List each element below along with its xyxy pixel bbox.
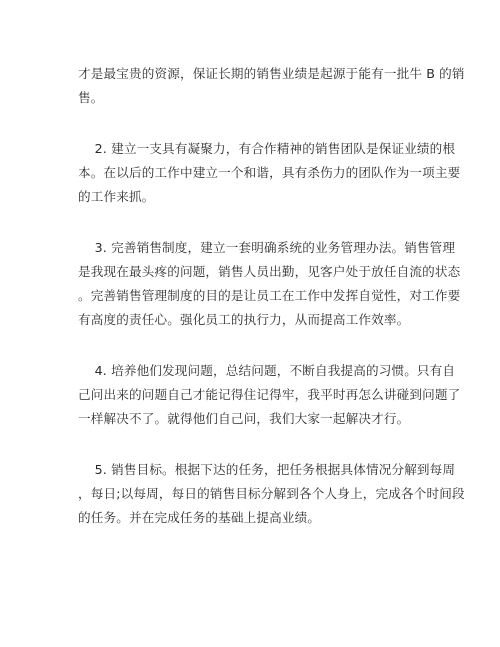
text-line: 有高度的责任心。强化员工的执行力，从而提高工作效率。	[78, 312, 410, 327]
text-line: 售。	[78, 90, 104, 105]
text-line: 的任务。并在完成任务的基础上提高业绩。	[78, 510, 321, 525]
text-line: 一样解决不了。就得他们自己问，我们大家一起解决才行。	[78, 411, 410, 426]
text-line: 3. 完善销售制度，建立一套明确系统的业务管理办法。销售管理	[78, 240, 456, 255]
text-line: 4. 培养他们发现问题，总结问题，不断自我提高的习惯。只有自	[78, 363, 456, 378]
text-line: 的工作来抓。	[78, 189, 155, 204]
text-line: ，每日;以每周，每日的销售目标分解到各个人身上，完成各个时间段	[78, 486, 465, 501]
text-line: 5. 销售目标。根据下达的任务，把任务根据具体情况分解到每周	[78, 462, 456, 477]
text-line: 。完善销售管理制度的目的是让员工在工作中发挥自觉性，对工作要	[78, 288, 461, 303]
text-line: 才是最宝贵的资源，保证长期的销售业绩是起源于能有一批牛 B 的销	[78, 66, 465, 81]
text-line: 是我现在最头疼的问题，销售人员出勤，见客户处于放任自流的状态	[78, 264, 461, 279]
text-line: 2. 建立一支具有凝聚力，有合作精神的销售团队是保证业绩的根	[78, 141, 456, 156]
text-line: 己问出来的问题自己才能记得住记得牢，我平时再怎么讲碰到问题了	[78, 387, 461, 402]
text-line: 本。在以后的工作中建立一个和谐，具有杀伤力的团队作为一项主要	[78, 165, 461, 180]
